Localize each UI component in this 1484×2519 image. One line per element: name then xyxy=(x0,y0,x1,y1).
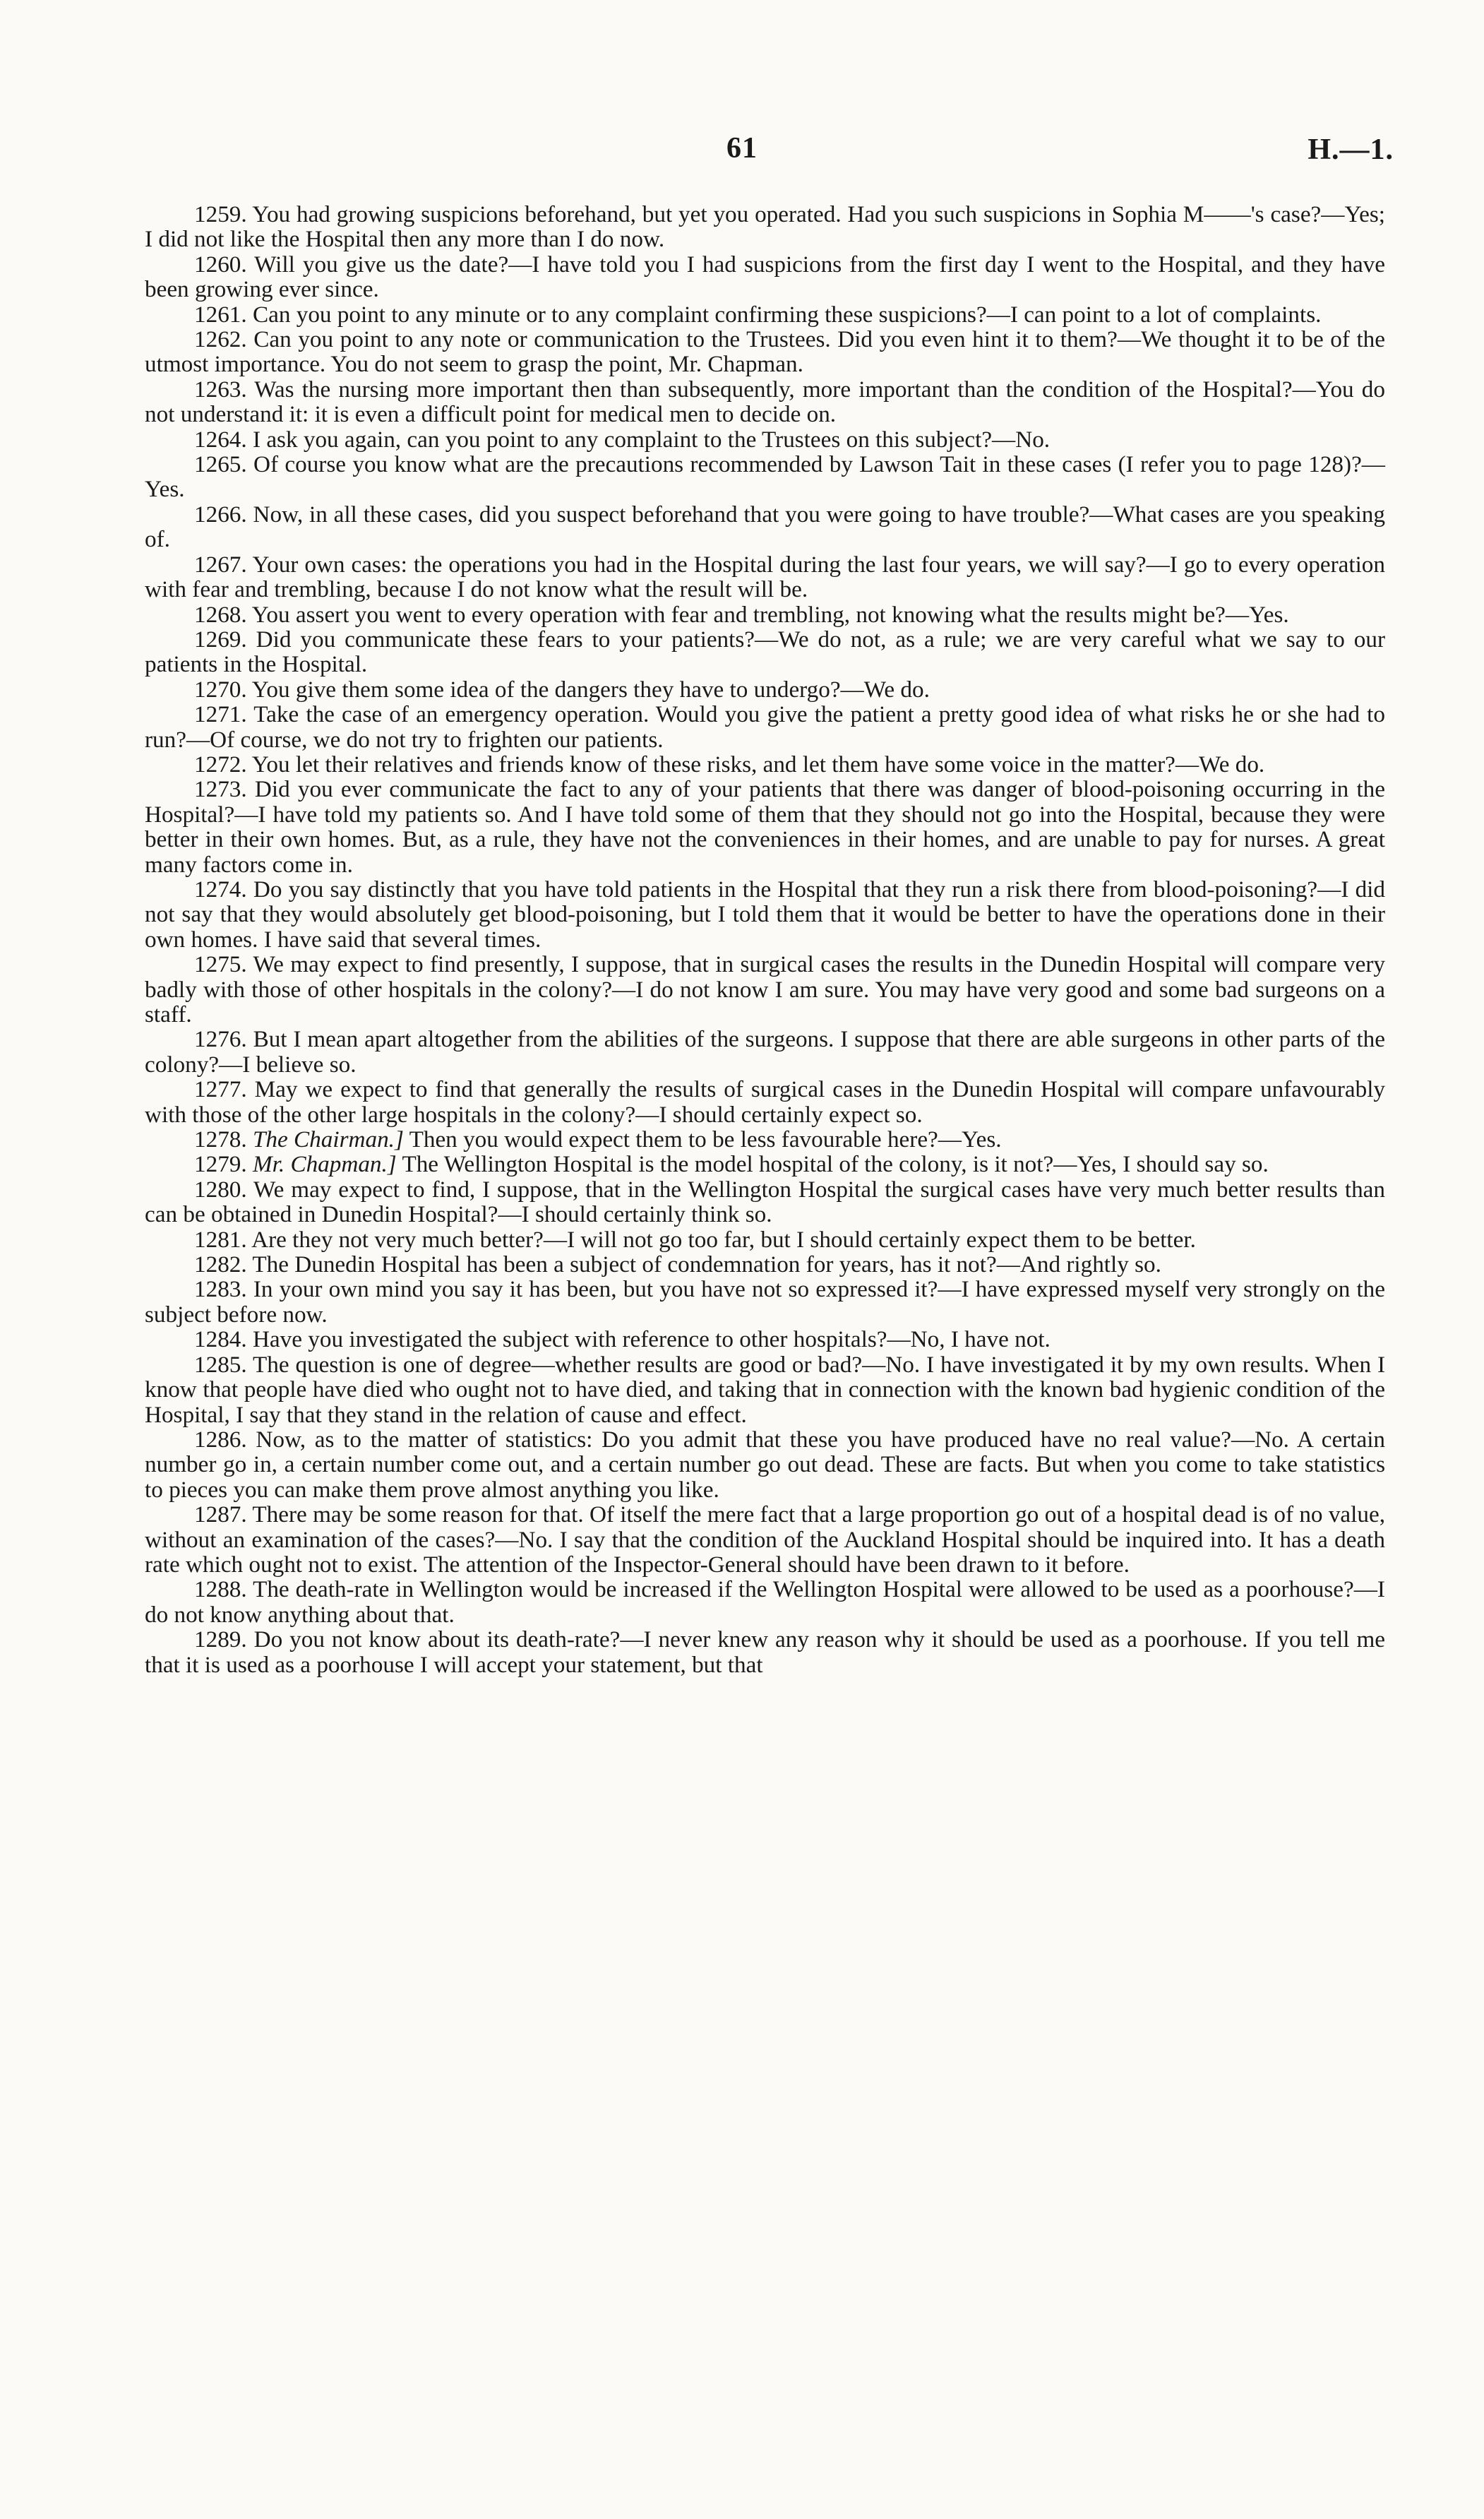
question-number: 1285. xyxy=(194,1351,247,1378)
paragraph-text: You had growing suspicions beforehand, but yet you operated. Had you such suspicions in Sophia M——'s case?—Yes; I did not like the Hospital then any more than I do now. xyxy=(145,201,1385,253)
testimony-paragraph xyxy=(145,552,1385,602)
question-number: 1259. xyxy=(194,201,247,227)
question-number: 1264. xyxy=(194,426,247,453)
paragraph-text: You give them some idea of the dangers they have to undergo?—We do. xyxy=(251,676,930,703)
question-number: 1262. xyxy=(194,326,247,353)
paragraph-text: But I mean apart altogether from the abilities of the surgeons. I suppose that there are able surgeons in other parts of the colony?—I believe so. xyxy=(145,1026,1385,1078)
testimony-paragraph xyxy=(145,877,1385,952)
paragraph-text: There may be some reason for that. Of itself the mere fact that a large proportion go out of a hospital dead is of no value, without an examination of the cases?—No. I say that the condition of the Auckland Hospital should be inquired into. It has a death rate which ought not to exist. The attention of the Inspector-General should have been drawn to it before. xyxy=(145,1501,1385,1578)
testimony-paragraph xyxy=(145,1027,1385,1077)
paragraph-text: Take the case of an emergency operation. Would you give the patient a pretty good idea of what risks he or she had to run?—Of course, we do not try to frighten our patients. xyxy=(145,701,1385,753)
paragraph-text: The Wellington Hospital is the model hospital of the colony, is it not?—Yes, I should say so. xyxy=(402,1151,1269,1178)
testimony-paragraph xyxy=(145,327,1385,377)
question-number: 1283. xyxy=(194,1276,247,1303)
question-number: 1270. xyxy=(194,676,247,703)
paragraph-text: You assert you went to every operation with fear and trembling, not knowing what the results might be?—Yes. xyxy=(251,601,1289,628)
testimony-paragraph xyxy=(145,752,1385,777)
question-number: 1284. xyxy=(194,1326,247,1353)
testimony-paragraph xyxy=(145,427,1385,452)
testimony-paragraph xyxy=(145,1502,1385,1577)
question-number: 1271. xyxy=(194,701,247,728)
question-number: 1276. xyxy=(194,1026,247,1053)
question-number: 1267. xyxy=(194,551,247,578)
paragraph-text: You let their relatives and friends know of these risks, and let them have some voice in the matter?—We do. xyxy=(251,751,1265,778)
testimony-paragraph xyxy=(145,1177,1385,1227)
paragraph-text: I ask you again, can you point to any complaint to the Trustees on this subject?—No. xyxy=(252,426,1051,453)
paragraph-text: Can you point to any minute or to any complaint confirming these suspicions?—I can point to a lot of complaints. xyxy=(252,301,1322,328)
question-number: 1261. xyxy=(194,301,247,328)
question-number: 1265. xyxy=(194,451,247,478)
paragraph-text: Now, as to the matter of statistics: Do you admit that these you have produced have no real value?—No. A certain number go in, a certain number come out, and a certain number go out dead. These are facts. But when you come to take statistics to pieces you can make them prove almost anything you like. xyxy=(145,1426,1386,1503)
paragraph-text: Do you not know about its death-rate?—I never knew any reason why it should be used as a poorhouse. If you tell me that it is used as a poorhouse I will accept your statement, but that xyxy=(145,1626,1386,1678)
question-number: 1278. xyxy=(194,1126,247,1153)
testimony-paragraph xyxy=(145,502,1385,552)
paragraph-text: Now, in all these cases, did you suspect beforehand that you were going to have trouble?—What cases are you speaking of. xyxy=(145,501,1385,553)
question-number: 1289. xyxy=(194,1626,247,1653)
question-number: 1277. xyxy=(194,1076,247,1103)
paragraph-text: Was the nursing more important then than subsequently, more important than the condition of the Hospital?—You do not understand it: it is even a difficult point for medical men to decide on. xyxy=(145,376,1385,428)
paragraph-text: We may expect to find, I suppose, that in the Wellington Hospital the surgical cases have very much better results than can be obtained in Dunedin Hospital?—I should certainly think so. xyxy=(145,1176,1385,1228)
question-number: 1268. xyxy=(194,601,247,628)
testimony-paragraph xyxy=(145,1427,1385,1502)
question-number: 1286. xyxy=(194,1426,247,1453)
paragraph-text: Will you give us the date?—I have told you I had suspicions from the first day I went to the Hospital, and they have been growing ever since. xyxy=(145,251,1385,303)
testimony-paragraph xyxy=(145,202,1385,252)
question-number: 1274. xyxy=(194,876,247,903)
paragraph-text: In your own mind you say it has been, but you have not so expressed it?—I have expressed myself very strongly on the subject before now. xyxy=(145,1276,1385,1328)
question-number: 1275. xyxy=(194,951,247,978)
testimony-paragraph xyxy=(145,1352,1385,1427)
page-number: 61 xyxy=(726,132,758,165)
paragraph-text: The question is one of degree—whether results are good or bad?—No. I have investigated it by my own results. When I know that people have died who ought not to have died, and taking that in connection with the known bad hygienic condition of the Hospital, I say that they stand in the relation of cause and effect. xyxy=(145,1351,1386,1428)
paragraph-text: Do you say distinctly that you have told patients in the Hospital that they run a risk there from blood-poisoning?—I did not say that they would absolutely get blood-poisoning, but I told them that it would be better to have the operations done in their own homes. I have said that several times. xyxy=(145,876,1385,953)
testimony-paragraph xyxy=(145,602,1385,627)
testimony-paragraph xyxy=(145,1627,1385,1677)
paragraph-text: May we expect to find that generally the results of surgical cases in the Dunedin Hospital will compare unfavourably with those of the other large hospitals in the colony?—I should certainly expect so. xyxy=(145,1076,1386,1128)
question-number: 1281. xyxy=(194,1226,247,1253)
testimony-paragraph xyxy=(145,377,1385,427)
question-number: 1288. xyxy=(194,1576,247,1603)
testimony-paragraph xyxy=(145,702,1385,752)
testimony-paragraph xyxy=(145,1227,1385,1252)
paragraph-text: Are they not very much better?—I will not go too far, but I should certainly expect them to be better. xyxy=(251,1226,1196,1253)
paragraph-text: The death-rate in Wellington would be increased if the Wellington Hospital were allowed to be used as a poorhouse?—I do not know anything about that. xyxy=(145,1576,1385,1628)
question-number: 1272. xyxy=(194,751,247,778)
testimony-paragraph xyxy=(145,302,1385,327)
paragraph-text: Can you point to any note or communication to the Trustees. Did you even hint it to them?—We thought it to be of the utmost importance. You do not seem to grasp the point, Mr. Chapman. xyxy=(145,326,1385,378)
question-number: 1263. xyxy=(194,376,247,403)
question-number: 1269. xyxy=(194,626,247,653)
question-number: 1279. xyxy=(194,1151,247,1178)
testimony-paragraph xyxy=(145,627,1385,677)
paragraph-text: Then you would expect them to be less favourable here?—Yes. xyxy=(409,1126,1002,1153)
testimony-paragraph xyxy=(145,1152,1385,1177)
testimony-paragraph xyxy=(145,677,1385,702)
speaker-label: Mr. Chapman.] xyxy=(252,1151,397,1178)
question-number: 1282. xyxy=(194,1251,247,1278)
paragraph-text: Did you ever communicate the fact to any of your patients that there was danger of blood-poisoning occurring in the Hospital?—I have told my patients so. And I have told some of them that they should not go into the Hospital, because they were better in their own homes. But, as a rule, they have not the conveniences in their homes, and are unable to pay for nurses. A great many factors come in. xyxy=(145,776,1386,878)
testimony-body xyxy=(145,202,1385,1677)
testimony-paragraph xyxy=(145,1327,1385,1352)
question-number: 1266. xyxy=(194,501,247,528)
testimony-paragraph xyxy=(145,952,1385,1027)
paragraph-text: Of course you know what are the precautions recommended by Lawson Tait in these cases (I refer you to page 128)?—Yes. xyxy=(145,451,1385,503)
testimony-paragraph xyxy=(145,1127,1385,1152)
paragraph-text: Have you investigated the subject with reference to other hospitals?—No, I have not. xyxy=(252,1326,1051,1353)
paragraph-text: Did you communicate these fears to your patients?—We do not, as a rule; we are very careful what we say to our patients in the Hospital. xyxy=(145,626,1386,678)
question-number: 1287. xyxy=(194,1501,247,1528)
testimony-paragraph xyxy=(145,1252,1385,1277)
testimony-paragraph xyxy=(145,452,1385,502)
testimony-paragraph xyxy=(145,1577,1385,1627)
testimony-paragraph xyxy=(145,777,1385,877)
document-reference: H.—1. xyxy=(1308,133,1394,166)
paragraph-text: The Dunedin Hospital has been a subject of condemnation for years, has it not?—And rightly so. xyxy=(252,1251,1161,1278)
paragraph-text: Your own cases: the operations you had in the Hospital during the last four years, we will say?—I go to every operation with fear and trembling, because I do not know what the result will be. xyxy=(145,551,1385,603)
testimony-paragraph xyxy=(145,252,1385,302)
testimony-paragraph xyxy=(145,1277,1385,1327)
question-number: 1260. xyxy=(194,251,247,278)
speaker-label: The Chairman.] xyxy=(252,1126,404,1153)
question-number: 1280. xyxy=(194,1176,247,1203)
question-number: 1273. xyxy=(194,776,247,803)
paragraph-text: We may expect to find presently, I suppose, that in surgical cases the results in the Dunedin Hospital will compare very badly with those of other hospitals in the colony?—I do not know I am sure. You may have very good and some bad surgeons on a staff. xyxy=(145,951,1385,1028)
testimony-paragraph xyxy=(145,1077,1385,1127)
